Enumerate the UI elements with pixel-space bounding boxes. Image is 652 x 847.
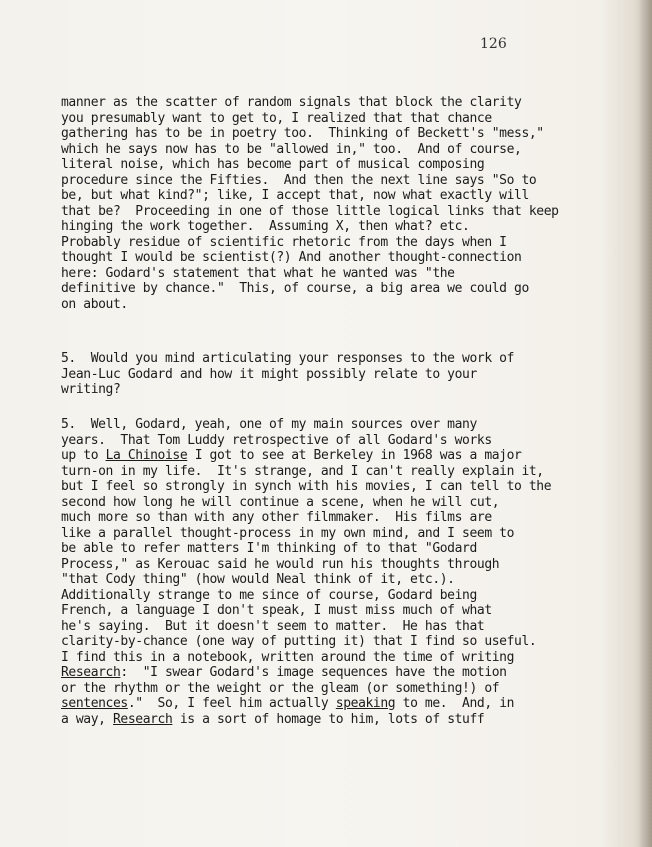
book-title-underlined: Research bbox=[61, 665, 121, 680]
text-line: hinging the work together. Assuming X, then what? etc. bbox=[61, 219, 470, 234]
text-line bbox=[61, 448, 601, 464]
text-line: Additionally strange to me since of course, Godard being bbox=[61, 587, 477, 603]
text-line: that be? Proceeding in one of those little logical links that keep bbox=[61, 203, 559, 219]
text-span: I got to see at Berkeley in 1968 was a major bbox=[187, 448, 522, 463]
text-line: writing? bbox=[61, 382, 121, 397]
text-span: : "I swear Godard's image sequences have the motion bbox=[120, 665, 507, 680]
text-line: Probably residue of scientific rhetoric from the days when I bbox=[61, 234, 507, 250]
text-line: you presumably want to get to, I realized that that chance bbox=[61, 110, 492, 126]
text-line: French, a language I don't speak, I must miss much of what bbox=[61, 603, 492, 618]
text-line: I find this in a notebook, written around the time of writing bbox=[61, 649, 515, 665]
text-line: definitive by chance." This, of course, a big area we could go bbox=[61, 281, 529, 296]
paragraph-answer-continued bbox=[61, 95, 601, 312]
answer-5 bbox=[61, 417, 601, 727]
text-line: "that Cody thing" (how would Neal think of it, etc.). bbox=[61, 572, 455, 587]
text-line bbox=[61, 665, 601, 681]
text-line: second how long he will continue a scene, when he will cut, bbox=[61, 494, 500, 510]
text-line: turn-on in my life. It's strange, and I can't really explain it, bbox=[61, 463, 544, 479]
text-line: thought I would be scientist(?) And another thought-connection bbox=[61, 250, 522, 265]
text-line bbox=[61, 712, 601, 728]
text-span: is a sort of homage to him, lots of stuff bbox=[172, 711, 485, 727]
text-line: here: Godard's statement that what he wanted was "the bbox=[61, 265, 455, 281]
question-5 bbox=[61, 351, 601, 398]
text-line: Process," as Kerouac said he would run his thoughts through bbox=[61, 556, 500, 572]
text-line: much more so than with any other filmmaker. His films are bbox=[61, 510, 492, 525]
text-line: clarity-by-chance (one way of putting it) that I find so useful. bbox=[61, 634, 537, 649]
page-spine-shadow bbox=[638, 0, 652, 847]
page-number: 126 bbox=[480, 36, 507, 52]
text-span: a way, bbox=[61, 711, 113, 727]
text-line: be able to refer matters I'm thinking of to that "Godard bbox=[61, 541, 477, 556]
text-span: to me. And, in bbox=[395, 696, 515, 711]
underlined-word: sentences bbox=[61, 696, 128, 711]
text-line: years. That Tom Luddy retrospective of all Godard's works bbox=[61, 432, 492, 448]
film-title-underlined: La Chinoise bbox=[105, 448, 188, 463]
text-line: like a parallel thought-process in my own mind, and I seem to bbox=[61, 525, 515, 541]
text-span: up to bbox=[61, 448, 106, 463]
text-line: manner as the scatter of random signals that block the clarity bbox=[61, 95, 522, 110]
text-line: be, but what kind?"; like, I accept that, now what exactly will bbox=[61, 188, 529, 203]
text-line: literal noise, which has become part of musical composing bbox=[61, 157, 485, 172]
underlined-word: speaking bbox=[335, 696, 396, 711]
text-line: gathering has to be in poetry too. Thinking of Beckett's "mess," bbox=[61, 126, 544, 141]
text-line: 5. Would you mind articulating your responses to the work of bbox=[61, 351, 515, 366]
text-line: 5. Well, Godard, yeah, one of my main sources over many bbox=[61, 417, 477, 432]
text-line: he's saying. But it doesn't seem to matter. He has that bbox=[61, 618, 485, 634]
text-line: Jean-Luc Godard and how it might possibly relate to your bbox=[61, 366, 477, 382]
text-line bbox=[61, 696, 601, 712]
text-line: which he says now has to be "allowed in," too. And of course, bbox=[61, 141, 522, 157]
text-line: or the rhythm or the weight or the gleam (or something!) of bbox=[61, 680, 500, 696]
text-line: on about. bbox=[61, 296, 128, 312]
book-title-underlined: Research bbox=[113, 711, 173, 727]
text-span: ." So, I feel him actually bbox=[127, 696, 336, 711]
text-line: but I feel so strongly in synch with his movies, I can tell to the bbox=[61, 479, 552, 494]
text-line: procedure since the Fifties. And then the next line says "So to bbox=[61, 172, 537, 188]
